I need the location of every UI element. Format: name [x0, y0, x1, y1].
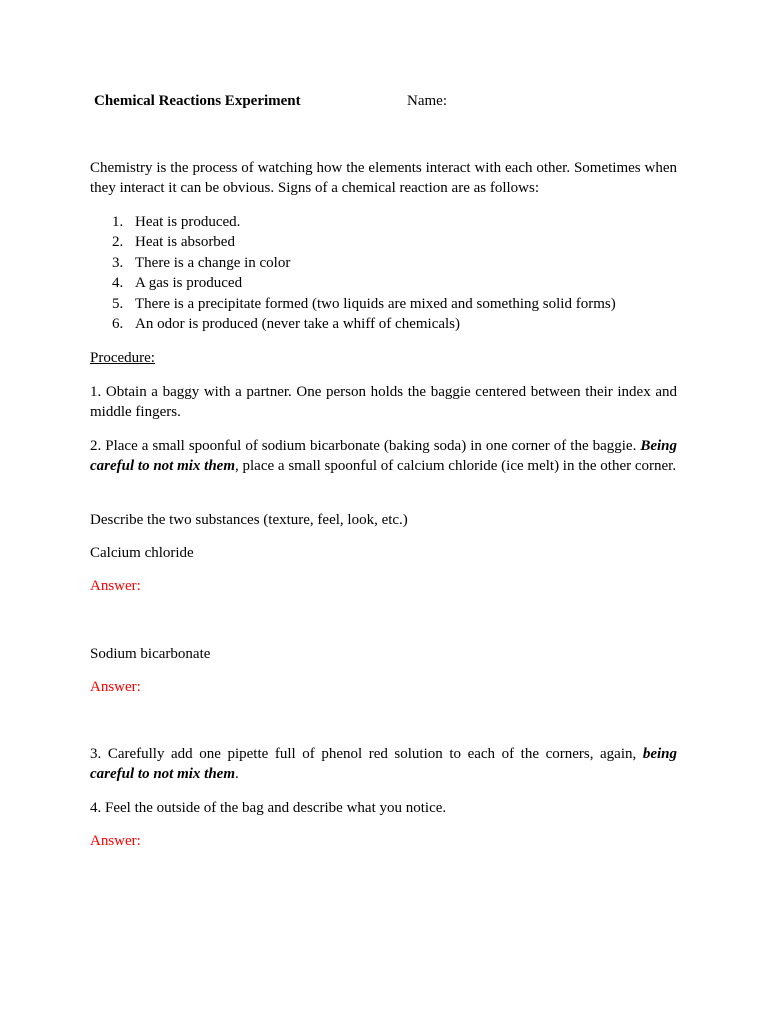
- list-item: [90, 253, 677, 273]
- list-item-number: 5.: [112, 295, 124, 312]
- name-label: Name:: [407, 93, 447, 109]
- reaction-signs-list: [90, 212, 677, 334]
- step-3-text-after: .: [235, 766, 239, 783]
- procedure-step-1: 1. Obtain a baggy with a partner. One person holds the baggie centered between their index and middle fingers.: [90, 384, 677, 421]
- intro-paragraph: Chemistry is the process of watching how the elements interact with each other. Sometimes when they interact it can be obvious. Signs of a chemical reaction are as follows:: [90, 160, 677, 197]
- worksheet-title: Chemical Reactions Experiment: [94, 93, 301, 109]
- list-item: [90, 232, 677, 252]
- list-item: [90, 294, 677, 314]
- list-item-number: 2.: [112, 234, 124, 251]
- procedure-step-3: [90, 744, 677, 785]
- answer-label-sodium: Answer:: [90, 679, 141, 695]
- step-3-emphasis: being careful to not mix them: [90, 746, 677, 783]
- list-item: [90, 314, 677, 334]
- step-2-text-after: , place a small spoonful of calcium chloride (ice melt) in the other corner.: [235, 458, 677, 475]
- procedure-heading: Procedure:: [90, 350, 155, 366]
- procedure-step-2: [90, 436, 677, 477]
- list-item-number: 4.: [112, 275, 124, 292]
- list-item-number: 6.: [112, 315, 124, 332]
- worksheet-header: [94, 93, 677, 113]
- list-item-number: 3.: [112, 254, 124, 271]
- list-item-text: There is a change in color: [135, 254, 291, 271]
- list-item: [90, 273, 677, 293]
- procedure-step-4: 4. Feel the outside of the bag and describe what you notice.: [90, 800, 447, 816]
- list-item-text: An odor is produced (never take a whiff of chemicals): [135, 315, 461, 332]
- describe-prompt: Describe the two substances (texture, feel, look, etc.): [90, 512, 408, 528]
- list-item-text: A gas is produced: [135, 275, 243, 292]
- answer-label-calcium: Answer:: [90, 578, 141, 594]
- list-item: [90, 212, 677, 232]
- answer-label-bag: Answer:: [90, 833, 141, 849]
- step-2-emphasis: Being careful to not mix them: [90, 438, 677, 475]
- substance-calcium-chloride: Calcium chloride: [90, 545, 194, 561]
- step-2-text-before: 2. Place a small spoonful of sodium bicarbonate (baking soda) in one corner of the baggie.: [90, 438, 641, 454]
- list-item-number: 1.: [112, 214, 124, 230]
- list-item-text: Heat is absorbed: [135, 234, 235, 251]
- substance-sodium-bicarbonate: Sodium bicarbonate: [90, 646, 211, 662]
- list-item-text: Heat is produced.: [135, 214, 241, 230]
- step-3-text-before: 3. Carefully add one pipette full of phenol red solution to each of the corners, again,: [90, 746, 643, 762]
- list-item-text: There is a precipitate formed (two liquids are mixed and something solid forms): [135, 295, 616, 312]
